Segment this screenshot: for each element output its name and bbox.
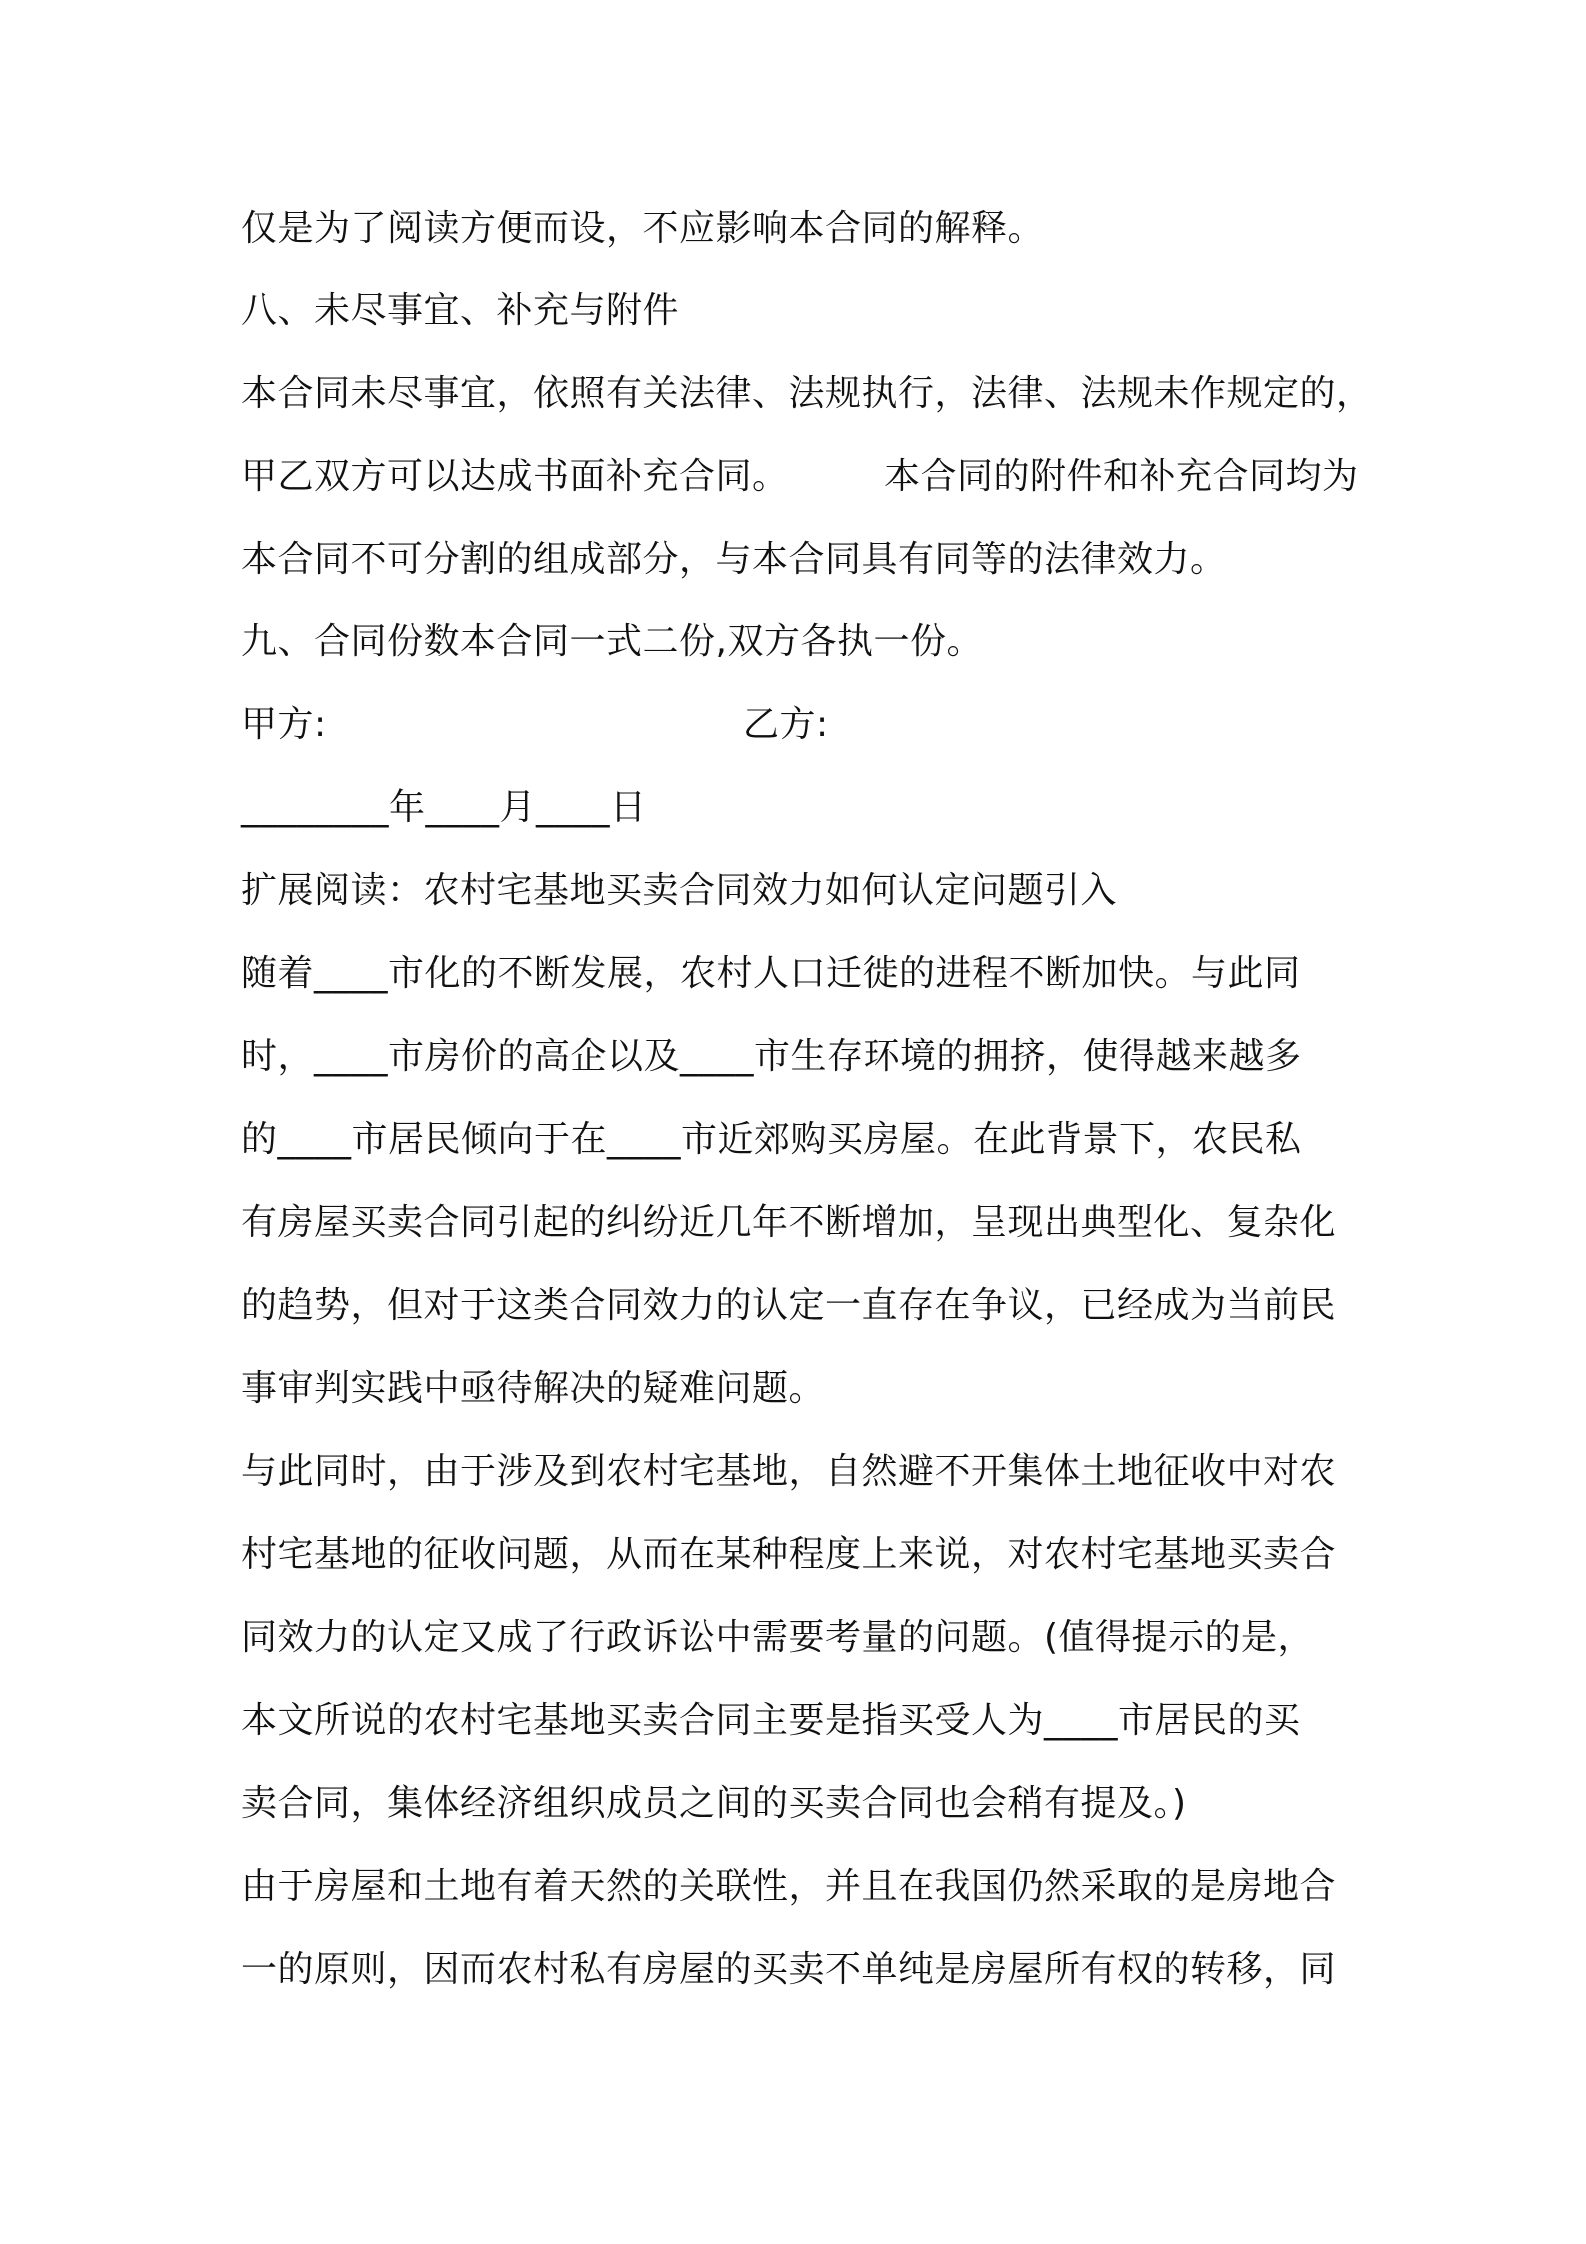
extended-line-8: 与此同时，由于涉及到农村宅基地，自然避不开集体土地征收中对农 xyxy=(241,1451,1337,1492)
party-a-label: 甲方: xyxy=(241,704,327,745)
text-line-3: 本合同未尽事宜，依照有关法律、法规执行，法律、法规未作规定的， xyxy=(241,373,1373,414)
extended-line-5: 有房屋买卖合同引起的纠纷近几年不断增加，呈现出典型化、复杂化 xyxy=(241,1202,1337,1243)
extended-line-3: 时，____市房价的高企以及____市生存环境的拥挤，使得越来越多 xyxy=(241,1036,1302,1077)
extended-reading-title: 扩展阅读：农村宅基地买卖合同效力如何认定问题引入 xyxy=(241,870,1118,911)
extended-line-10: 同效力的认定又成了行政诉讼中需要考量的问题。(值得提示的是， xyxy=(241,1617,1315,1658)
extended-line-9: 村宅基地的征收问题，从而在某种程度上来说，对农村宅基地买卖合 xyxy=(241,1534,1337,1575)
extended-line-4: 的____市居民倾向于在____市近郊购买房屋。在此背景下，农民私 xyxy=(241,1119,1302,1160)
text-line-5: 本合同不可分割的组成部分，与本合同具有同等的法律效力。 xyxy=(241,539,1227,580)
party-b-label: 乙方: xyxy=(743,704,829,745)
section-heading-9: 九、合同份数本合同一式二份,双方各执一份。 xyxy=(241,621,983,662)
extended-line-2: 随着____市化的不断发展，农村人口迁徙的进程不断加快。与此同 xyxy=(241,953,1301,994)
section-heading-8: 八、未尽事宜、补充与附件 xyxy=(241,290,680,331)
text-line-4: 甲乙双方可以达成书面补充合同。 本合同的附件和补充合同均为 xyxy=(241,456,1359,497)
extended-line-13: 由于房屋和土地有着天然的关联性，并且在我国仍然采取的是房地合 xyxy=(241,1866,1337,1907)
text-line-1: 仅是为了阅读方便而设，不应影响本合同的解释。 xyxy=(241,208,1045,249)
extended-line-14: 一的原则，因而农村私有房屋的买卖不单纯是房屋所有权的转移，同 xyxy=(241,1949,1337,1990)
signature-date: ________年____月____日 xyxy=(241,787,647,828)
extended-line-12: 卖合同，集体经济组织成员之间的买卖合同也会稍有提及。) xyxy=(241,1783,1187,1824)
extended-line-11: 本文所说的农村宅基地买卖合同主要是指买受人为____市居民的买 xyxy=(241,1700,1301,1741)
extended-line-7: 事审判实践中亟待解决的疑难问题。 xyxy=(241,1368,826,1409)
extended-line-6: 的趋势，但对于这类合同效力的认定一直存在争议，已经成为当前民 xyxy=(241,1285,1337,1326)
